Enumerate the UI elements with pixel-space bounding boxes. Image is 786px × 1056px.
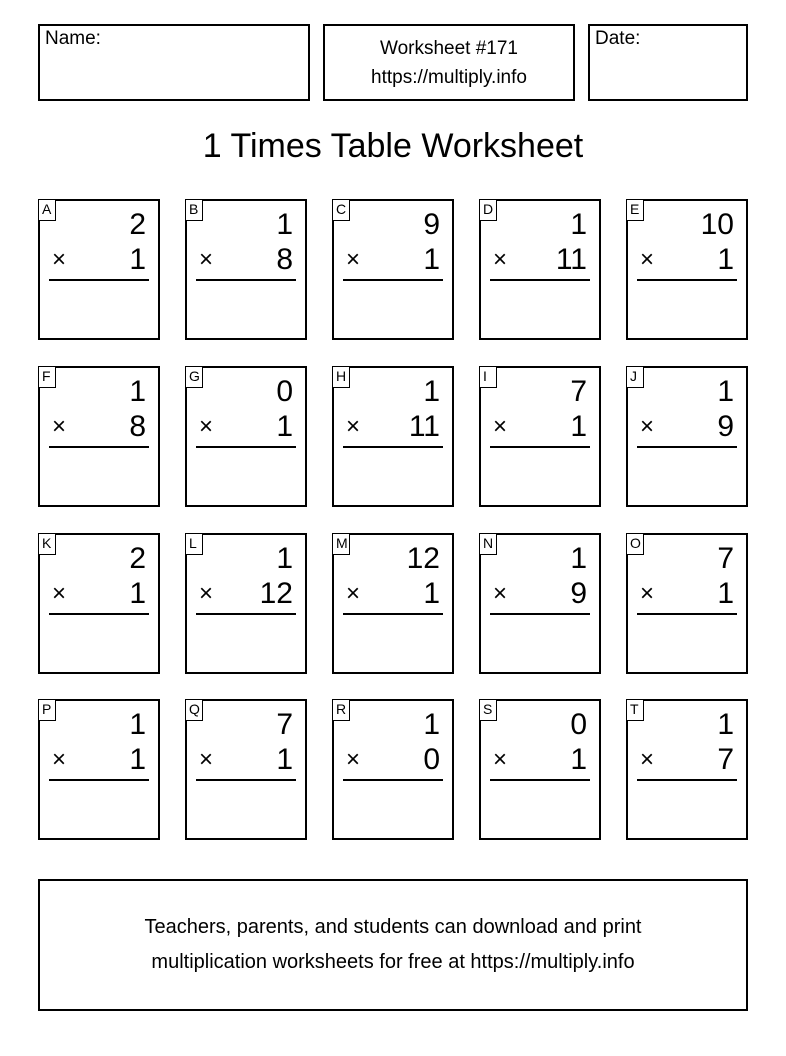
multiplicand: 7: [276, 708, 293, 741]
problem-card[interactable]: [626, 533, 748, 674]
problem-letter: Q: [185, 699, 203, 721]
multiplier: 7: [717, 743, 734, 776]
multiplicand: 1: [570, 208, 587, 241]
footer-line-1: Teachers, parents, and students can download and print: [144, 916, 642, 938]
problem-letter: D: [479, 199, 497, 221]
multiplicand: 1: [129, 708, 146, 741]
problem-letter: E: [626, 199, 644, 221]
problem-letter: P: [38, 699, 56, 721]
problem-card[interactable]: [332, 699, 454, 840]
answer-line: [343, 613, 443, 615]
problem-letter: B: [185, 199, 203, 221]
answer-line: [637, 446, 737, 448]
times-sign: ×: [346, 246, 361, 273]
worksheet-number: Worksheet #171: [379, 37, 518, 59]
multiplicand: 1: [129, 375, 146, 408]
problem-card[interactable]: [38, 199, 160, 340]
multiplier: 1: [717, 577, 734, 610]
footer-box: [38, 879, 748, 1011]
problem-card[interactable]: [332, 366, 454, 507]
problem-card[interactable]: [626, 699, 748, 840]
problem-letter: C: [332, 199, 350, 221]
multiplicand: 1: [276, 208, 293, 241]
times-sign: ×: [640, 580, 655, 607]
problem-letter: H: [332, 366, 350, 388]
answer-line: [196, 446, 296, 448]
multiplicand: 1: [717, 708, 734, 741]
multiplicand: 0: [570, 708, 587, 741]
multiplier: 9: [717, 410, 734, 443]
answer-line: [49, 613, 149, 615]
multiplicand: 1: [276, 542, 293, 575]
problem-card[interactable]: [626, 199, 748, 340]
multiplier: 0: [423, 743, 440, 776]
date-label: Date:: [595, 28, 641, 49]
problem-letter: A: [38, 199, 56, 221]
answer-line: [49, 279, 149, 281]
problem-letter: R: [332, 699, 350, 721]
multiplicand: 12: [406, 542, 440, 575]
multiplicand: 10: [700, 208, 734, 241]
problem-letter: M: [332, 533, 350, 555]
answer-line: [490, 446, 590, 448]
problem-card[interactable]: [38, 366, 160, 507]
times-sign: ×: [640, 246, 655, 273]
answer-line: [196, 779, 296, 781]
problem-card[interactable]: [38, 533, 160, 674]
answer-line: [490, 279, 590, 281]
problem-card[interactable]: [185, 533, 307, 674]
footer-line-2: multiplication worksheets for free at https://multiply.info: [151, 951, 635, 973]
name-label: Name:: [45, 28, 101, 49]
multiplicand: 9: [423, 208, 440, 241]
multiplier: 1: [423, 577, 440, 610]
problem-letter: O: [626, 533, 644, 555]
problem-card[interactable]: [479, 699, 601, 840]
multiplier: 1: [570, 743, 587, 776]
times-sign: ×: [346, 413, 361, 440]
multiplicand: 1: [423, 708, 440, 741]
answer-line: [343, 279, 443, 281]
problem-letter: T: [626, 699, 644, 721]
multiplier: 1: [276, 410, 293, 443]
multiplier: 8: [129, 410, 146, 443]
times-sign: ×: [52, 746, 67, 773]
problem-card[interactable]: [185, 366, 307, 507]
problem-letter: L: [185, 533, 203, 555]
problem-card[interactable]: [479, 199, 601, 340]
multiplier: 11: [555, 243, 587, 276]
times-sign: ×: [52, 580, 67, 607]
answer-line: [637, 613, 737, 615]
times-sign: ×: [640, 413, 655, 440]
multiplier: 1: [129, 577, 146, 610]
answer-line: [490, 779, 590, 781]
multiplier: 1: [129, 243, 146, 276]
multiplier: 1: [129, 743, 146, 776]
times-sign: ×: [346, 580, 361, 607]
multiplier: 9: [570, 577, 587, 610]
multiplicand: 1: [717, 375, 734, 408]
multiplier: 12: [259, 577, 293, 610]
problem-card[interactable]: [479, 533, 601, 674]
problem-letter: I: [479, 366, 497, 388]
name-field-box[interactable]: [38, 24, 310, 101]
times-sign: ×: [52, 413, 67, 440]
answer-line: [637, 779, 737, 781]
multiplier: 1: [423, 243, 440, 276]
answer-line: [196, 613, 296, 615]
problem-card[interactable]: [185, 199, 307, 340]
problem-card[interactable]: [332, 199, 454, 340]
multiplier: 11: [408, 410, 440, 443]
multiplier: 1: [276, 743, 293, 776]
times-sign: ×: [493, 246, 508, 273]
multiplicand: 1: [570, 542, 587, 575]
problem-letter: J: [626, 366, 644, 388]
problem-letter: G: [185, 366, 203, 388]
answer-line: [343, 779, 443, 781]
problem-letter: N: [479, 533, 497, 555]
multiplicand: 7: [570, 375, 587, 408]
site-url: https://multiply.info: [371, 66, 527, 88]
times-sign: ×: [199, 746, 214, 773]
multiplicand: 2: [129, 542, 146, 575]
times-sign: ×: [199, 580, 214, 607]
times-sign: ×: [52, 246, 67, 273]
answer-line: [637, 279, 737, 281]
problem-letter: F: [38, 366, 56, 388]
answer-line: [49, 779, 149, 781]
answer-line: [490, 613, 590, 615]
answer-line: [343, 446, 443, 448]
multiplier: 8: [276, 243, 293, 276]
problem-card[interactable]: [626, 366, 748, 507]
worksheet-info-box: [323, 24, 575, 101]
problem-card[interactable]: [479, 366, 601, 507]
times-sign: ×: [493, 413, 508, 440]
times-sign: ×: [640, 746, 655, 773]
answer-line: [49, 446, 149, 448]
answer-line: [196, 279, 296, 281]
problem-card[interactable]: [185, 699, 307, 840]
problem-card[interactable]: [332, 533, 454, 674]
multiplicand: 1: [423, 375, 440, 408]
multiplicand: 7: [717, 542, 734, 575]
problem-card[interactable]: [38, 699, 160, 840]
multiplicand: 0: [276, 375, 293, 408]
date-field-box[interactable]: [588, 24, 748, 101]
problem-letter: S: [479, 699, 497, 721]
problem-letter: K: [38, 533, 56, 555]
page-title: 1 Times Table Worksheet: [202, 127, 584, 165]
times-sign: ×: [346, 746, 361, 773]
times-sign: ×: [493, 746, 508, 773]
multiplier: 1: [570, 410, 587, 443]
multiplier: 1: [717, 243, 734, 276]
multiplicand: 2: [129, 208, 146, 241]
times-sign: ×: [199, 246, 214, 273]
times-sign: ×: [493, 580, 508, 607]
times-sign: ×: [199, 413, 214, 440]
